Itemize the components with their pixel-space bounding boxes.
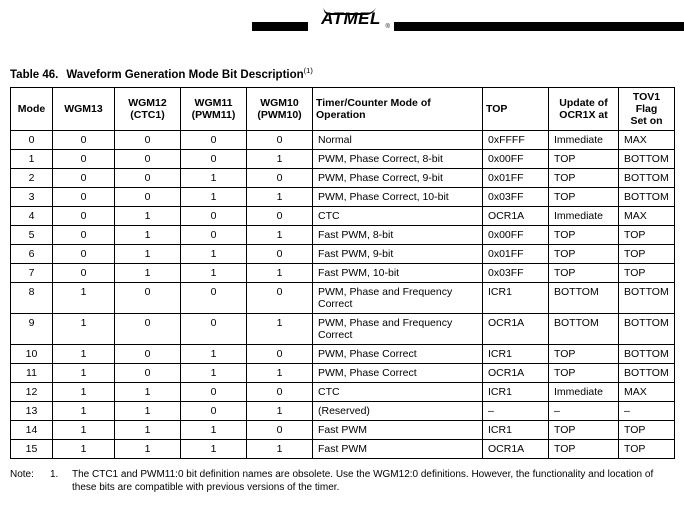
cell-tov1: TOP: [619, 439, 675, 458]
cell-update: TOP: [549, 168, 619, 187]
cell-wgm13: 0: [53, 187, 115, 206]
table-row: [11, 382, 675, 401]
cell-wgm11: 1: [181, 168, 247, 187]
atmel-logo: [308, 6, 394, 32]
cell-mode: 4: [11, 206, 53, 225]
cell-wgm13: 0: [53, 244, 115, 263]
table-body: [11, 130, 675, 458]
cell-update: TOP: [549, 363, 619, 382]
footnote-marker: (1): [303, 66, 313, 75]
table-row: [11, 130, 675, 149]
cell-top: 0xFFFF: [483, 130, 549, 149]
cell-operation: PWM, Phase Correct, 9-bit: [313, 168, 483, 187]
table-row: [11, 420, 675, 439]
cell-operation: CTC: [313, 206, 483, 225]
cell-tov1: TOP: [619, 244, 675, 263]
table-row: [11, 282, 675, 313]
cell-operation: CTC: [313, 382, 483, 401]
cell-wgm12: 1: [115, 206, 181, 225]
cell-mode: 15: [11, 439, 53, 458]
cell-mode: 6: [11, 244, 53, 263]
cell-update: Immediate: [549, 382, 619, 401]
cell-top: 0x03FF: [483, 263, 549, 282]
table-caption: [10, 66, 684, 81]
cell-top: OCR1A: [483, 363, 549, 382]
cell-wgm10: 1: [247, 225, 313, 244]
cell-wgm10: 1: [247, 263, 313, 282]
cell-mode: 3: [11, 187, 53, 206]
table-row: [11, 225, 675, 244]
cell-operation: Fast PWM, 8-bit: [313, 225, 483, 244]
cell-tov1: –: [619, 401, 675, 420]
cell-wgm10: 0: [247, 344, 313, 363]
cell-tov1: TOP: [619, 225, 675, 244]
cell-update: TOP: [549, 187, 619, 206]
cell-wgm12: 1: [115, 263, 181, 282]
cell-wgm12: 1: [115, 401, 181, 420]
table-title: Waveform Generation Mode Bit Description: [66, 68, 304, 81]
cell-update: TOP: [549, 344, 619, 363]
cell-tov1: BOTTOM: [619, 363, 675, 382]
cell-wgm12: 1: [115, 439, 181, 458]
cell-mode: 2: [11, 168, 53, 187]
cell-wgm11: 0: [181, 313, 247, 344]
cell-wgm10: 0: [247, 206, 313, 225]
cell-wgm12: 1: [115, 225, 181, 244]
cell-wgm13: 1: [53, 382, 115, 401]
cell-wgm12: 1: [115, 244, 181, 263]
cell-wgm10: 1: [247, 149, 313, 168]
cell-wgm10: 0: [247, 168, 313, 187]
cell-top: ICR1: [483, 382, 549, 401]
cell-tov1: BOTTOM: [619, 282, 675, 313]
cell-update: BOTTOM: [549, 282, 619, 313]
cell-top: ICR1: [483, 282, 549, 313]
cell-tov1: TOP: [619, 263, 675, 282]
cell-wgm11: 1: [181, 439, 247, 458]
cell-wgm10: 0: [247, 282, 313, 313]
cell-operation: Normal: [313, 130, 483, 149]
cell-wgm11: 1: [181, 420, 247, 439]
col-header-tov1: TOV1 Flag Set on: [619, 87, 675, 130]
table-row: [11, 344, 675, 363]
cell-wgm13: 0: [53, 206, 115, 225]
cell-update: Immediate: [549, 130, 619, 149]
table-row: [11, 313, 675, 344]
cell-tov1: BOTTOM: [619, 344, 675, 363]
cell-operation: PWM, Phase and Frequency Correct: [313, 313, 483, 344]
col-header-wgm11: WGM11 (PWM11): [181, 87, 247, 130]
cell-operation: PWM, Phase Correct, 10-bit: [313, 187, 483, 206]
col-header-mode: Mode: [11, 87, 53, 130]
cell-wgm10: 0: [247, 130, 313, 149]
cell-wgm11: 0: [181, 282, 247, 313]
cell-update: TOP: [549, 263, 619, 282]
cell-top: OCR1A: [483, 313, 549, 344]
cell-wgm10: 1: [247, 313, 313, 344]
cell-top: 0x00FF: [483, 149, 549, 168]
cell-wgm13: 0: [53, 225, 115, 244]
cell-wgm10: 1: [247, 401, 313, 420]
cell-top: 0x00FF: [483, 225, 549, 244]
cell-mode: 7: [11, 263, 53, 282]
cell-wgm13: 1: [53, 420, 115, 439]
cell-mode: 0: [11, 130, 53, 149]
cell-mode: 5: [11, 225, 53, 244]
cell-wgm10: 0: [247, 420, 313, 439]
cell-wgm10: 1: [247, 439, 313, 458]
table-row: [11, 401, 675, 420]
cell-update: –: [549, 401, 619, 420]
table-number: Table 46.: [10, 68, 59, 81]
cell-wgm13: 1: [53, 439, 115, 458]
cell-operation: PWM, Phase and Frequency Correct: [313, 282, 483, 313]
col-header-top: TOP: [483, 87, 549, 130]
col-header-wgm12: WGM12 (CTC1): [115, 87, 181, 130]
table-row: [11, 363, 675, 382]
table-container: [10, 87, 674, 459]
cell-top: 0x01FF: [483, 168, 549, 187]
cell-wgm12: 1: [115, 382, 181, 401]
table-row: [11, 149, 675, 168]
cell-top: ICR1: [483, 420, 549, 439]
cell-top: OCR1A: [483, 439, 549, 458]
cell-wgm11: 1: [181, 187, 247, 206]
cell-wgm13: 0: [53, 168, 115, 187]
cell-operation: Fast PWM: [313, 420, 483, 439]
cell-tov1: MAX: [619, 206, 675, 225]
cell-mode: 1: [11, 149, 53, 168]
cell-operation: PWM, Phase Correct: [313, 344, 483, 363]
cell-wgm13: 1: [53, 282, 115, 313]
logo-wordmark: ATMEL: [321, 8, 381, 28]
registered-trademark-icon: ®: [385, 23, 390, 30]
cell-mode: 13: [11, 401, 53, 420]
cell-operation: PWM, Phase Correct, 8-bit: [313, 149, 483, 168]
cell-tov1: BOTTOM: [619, 149, 675, 168]
cell-tov1: TOP: [619, 420, 675, 439]
cell-update: BOTTOM: [549, 313, 619, 344]
table-row: [11, 206, 675, 225]
col-header-update: Update of OCR1X at: [549, 87, 619, 130]
cell-wgm12: 0: [115, 130, 181, 149]
waveform-generation-mode-table: [10, 87, 675, 459]
cell-wgm11: 1: [181, 344, 247, 363]
cell-tov1: MAX: [619, 382, 675, 401]
logo-swoosh-icon: [322, 7, 376, 15]
footnote-index: 1.: [50, 468, 59, 480]
col-header-wgm10: WGM10 (PWM10): [247, 87, 313, 130]
cell-top: ICR1: [483, 344, 549, 363]
cell-mode: 11: [11, 363, 53, 382]
cell-wgm11: 1: [181, 363, 247, 382]
cell-wgm12: 1: [115, 420, 181, 439]
cell-mode: 9: [11, 313, 53, 344]
footnote-text: The CTC1 and PWM11:0 bit definition names are obsolete. Use the WGM12:0 definitions. However, the functionality and location of these bits are compatible with previous versions of the timer.: [72, 468, 654, 493]
table-row: [11, 168, 675, 187]
cell-top: OCR1A: [483, 206, 549, 225]
cell-wgm13: 1: [53, 363, 115, 382]
footnote-label: Note:: [10, 468, 34, 480]
cell-wgm12: 0: [115, 313, 181, 344]
cell-operation: Fast PWM, 10-bit: [313, 263, 483, 282]
table-row: [11, 263, 675, 282]
cell-wgm10: 0: [247, 382, 313, 401]
cell-wgm11: 0: [181, 149, 247, 168]
cell-tov1: BOTTOM: [619, 187, 675, 206]
cell-top: 0x03FF: [483, 187, 549, 206]
cell-operation: (Reserved): [313, 401, 483, 420]
cell-update: TOP: [549, 420, 619, 439]
cell-mode: 12: [11, 382, 53, 401]
cell-update: TOP: [549, 149, 619, 168]
page-header: [0, 0, 684, 42]
cell-wgm12: 0: [115, 149, 181, 168]
cell-mode: 14: [11, 420, 53, 439]
cell-wgm12: 0: [115, 282, 181, 313]
cell-update: TOP: [549, 244, 619, 263]
cell-operation: Fast PWM, 9-bit: [313, 244, 483, 263]
cell-top: –: [483, 401, 549, 420]
cell-wgm12: 0: [115, 168, 181, 187]
cell-wgm11: 0: [181, 225, 247, 244]
cell-wgm13: 1: [53, 401, 115, 420]
table-row: [11, 187, 675, 206]
cell-wgm13: 1: [53, 344, 115, 363]
col-header-wgm13: WGM13: [53, 87, 115, 130]
table-header-row: [11, 87, 675, 130]
cell-mode: 10: [11, 344, 53, 363]
cell-wgm10: 1: [247, 187, 313, 206]
cell-wgm12: 0: [115, 187, 181, 206]
cell-update: TOP: [549, 225, 619, 244]
cell-wgm11: 0: [181, 206, 247, 225]
table-row: [11, 244, 675, 263]
cell-mode: 8: [11, 282, 53, 313]
cell-update: TOP: [549, 439, 619, 458]
table-row: [11, 439, 675, 458]
cell-operation: PWM, Phase Correct: [313, 363, 483, 382]
cell-wgm11: 0: [181, 382, 247, 401]
cell-wgm10: 0: [247, 244, 313, 263]
cell-tov1: BOTTOM: [619, 313, 675, 344]
cell-wgm13: 0: [53, 130, 115, 149]
cell-operation: Fast PWM: [313, 439, 483, 458]
cell-wgm12: 0: [115, 363, 181, 382]
footnote: [10, 468, 674, 494]
cell-wgm13: 0: [53, 263, 115, 282]
cell-wgm12: 0: [115, 344, 181, 363]
cell-update: Immediate: [549, 206, 619, 225]
col-header-operation: Timer/Counter Mode of Operation: [313, 87, 483, 130]
cell-wgm11: 1: [181, 244, 247, 263]
cell-tov1: BOTTOM: [619, 168, 675, 187]
cell-top: 0x01FF: [483, 244, 549, 263]
cell-wgm10: 1: [247, 363, 313, 382]
cell-wgm11: 1: [181, 263, 247, 282]
cell-wgm11: 0: [181, 401, 247, 420]
cell-wgm11: 0: [181, 130, 247, 149]
cell-wgm13: 0: [53, 149, 115, 168]
cell-tov1: MAX: [619, 130, 675, 149]
cell-wgm13: 1: [53, 313, 115, 344]
